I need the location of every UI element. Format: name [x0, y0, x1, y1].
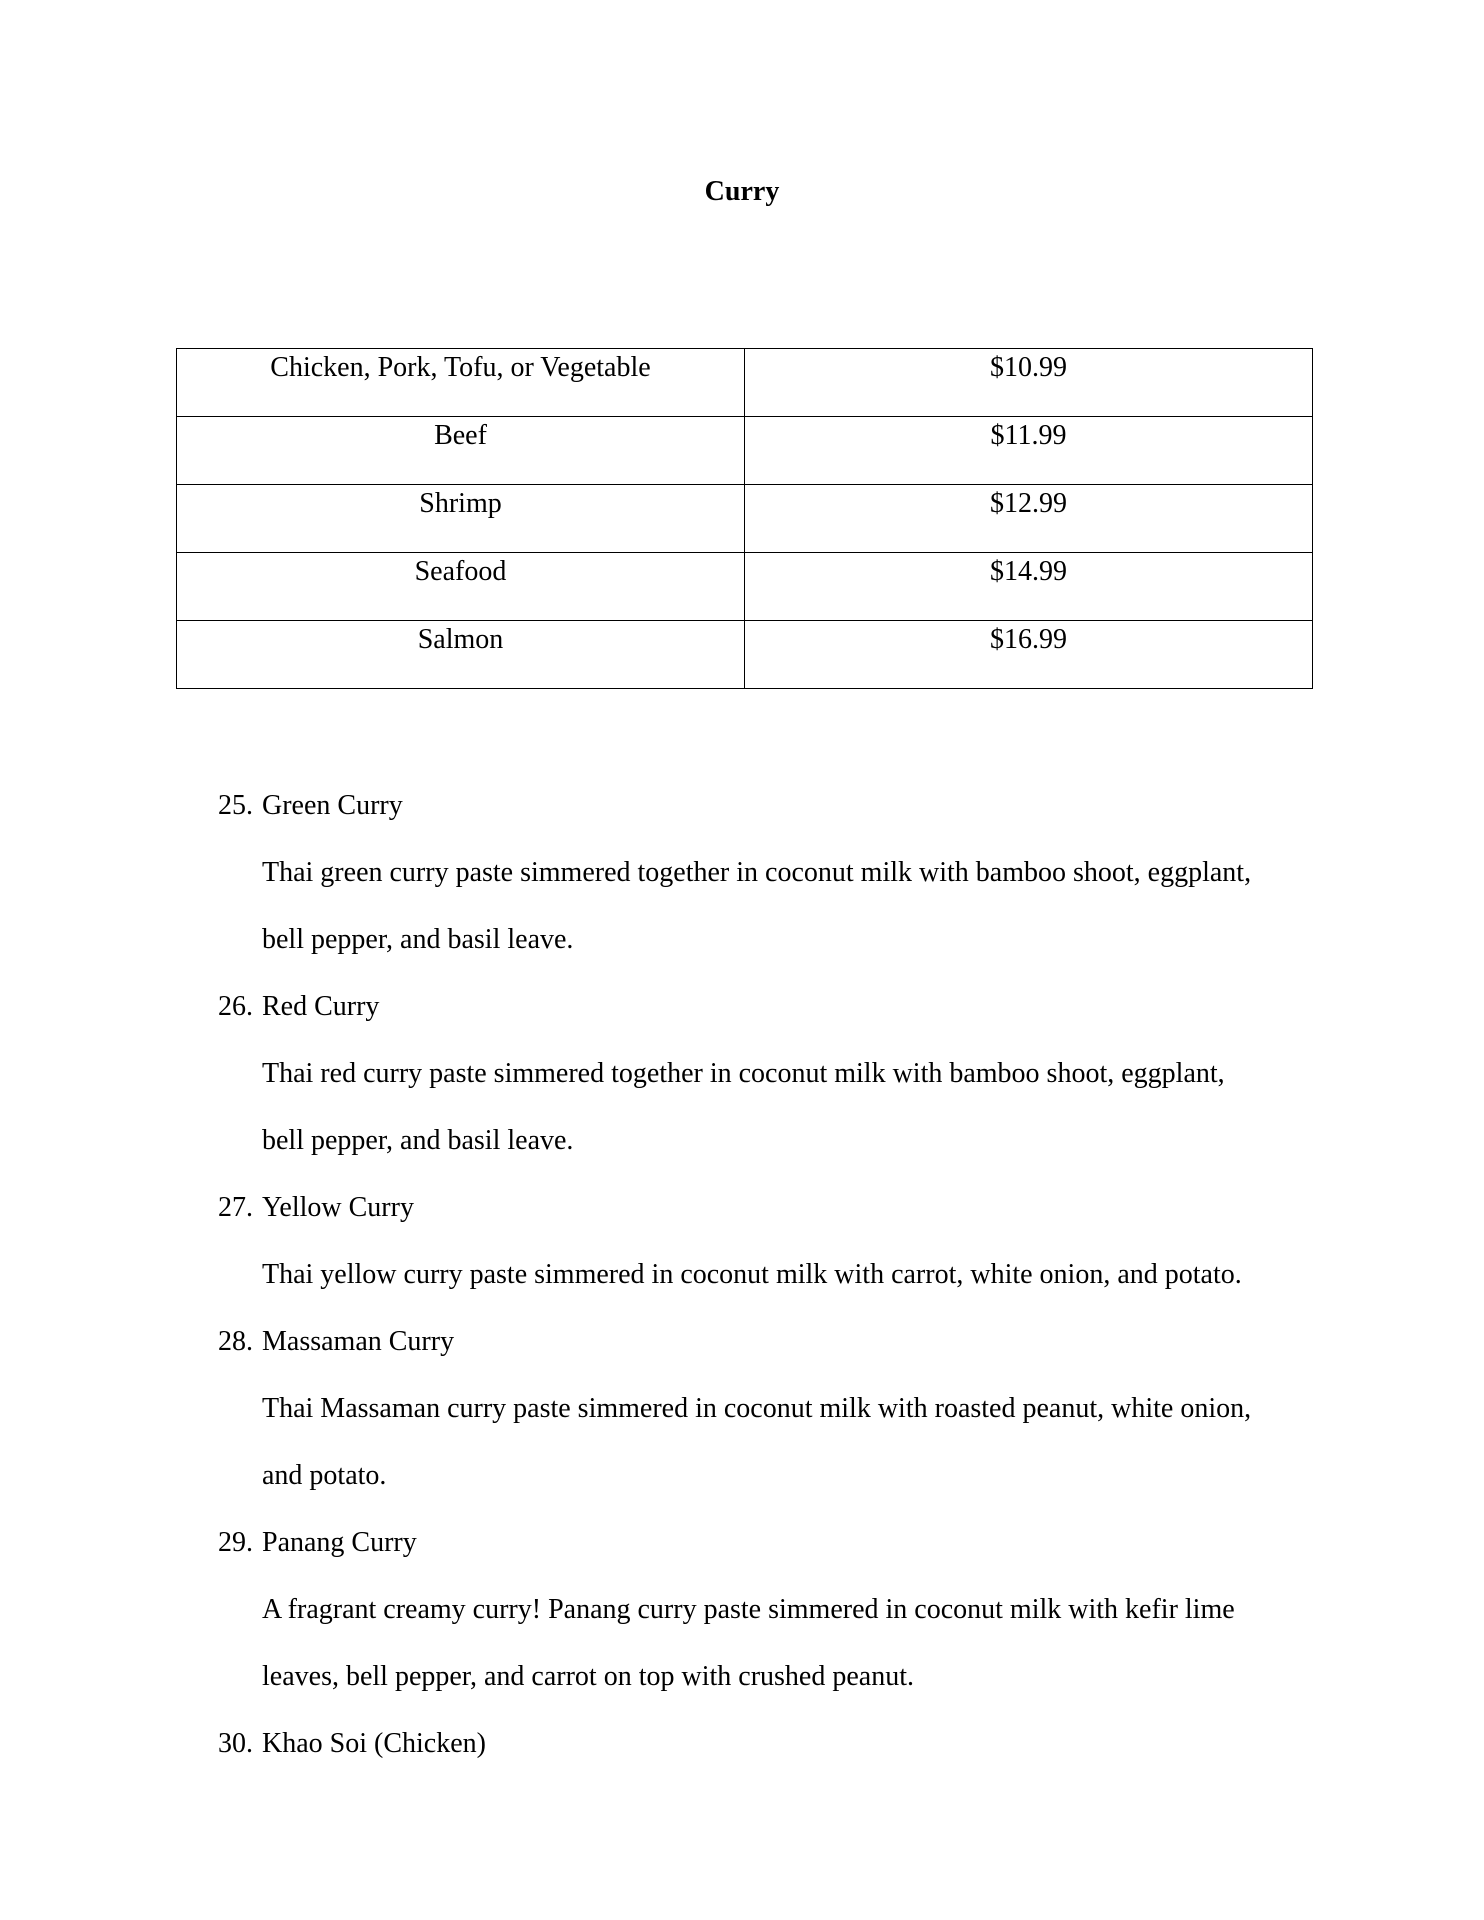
item-name: Yellow Curry	[262, 1192, 414, 1223]
item-number: 28.	[218, 1326, 253, 1357]
item-number: 30.	[218, 1728, 253, 1759]
item-description-line: and potato.	[262, 1460, 387, 1491]
table-row	[177, 553, 1313, 621]
price-table	[176, 348, 1313, 689]
protein-label: Seafood	[414, 556, 507, 587]
table-row	[177, 417, 1313, 485]
curry-list	[218, 772, 1318, 1777]
list-item	[218, 772, 1318, 839]
item-description-line: Thai yellow curry paste simmered in coconut milk with carrot, white onion, and potato.	[262, 1259, 1242, 1290]
price-label: $10.99	[990, 352, 1067, 383]
item-number: 26.	[218, 991, 253, 1022]
item-name: Massaman Curry	[262, 1326, 455, 1357]
protein-cell	[177, 621, 745, 689]
price-cell	[745, 621, 1313, 689]
protein-cell	[177, 417, 745, 485]
price-cell	[745, 417, 1313, 485]
list-item	[218, 1174, 1318, 1241]
price-label: $14.99	[990, 556, 1067, 587]
item-number: 29.	[218, 1527, 253, 1558]
list-item	[218, 973, 1318, 1040]
price-label: $16.99	[990, 624, 1067, 655]
item-description-line: bell pepper, and basil leave.	[262, 924, 574, 955]
item-description-line: Thai Massaman curry paste simmered in coconut milk with roasted peanut, white onion,	[262, 1393, 1252, 1424]
protein-label: Shrimp	[419, 488, 502, 519]
item-description-line: Thai green curry paste simmered together in coconut milk with bamboo shoot, eggplant,	[262, 857, 1252, 888]
item-number: 27.	[218, 1192, 253, 1223]
price-cell	[745, 485, 1313, 553]
item-description-line: A fragrant creamy curry! Panang curry paste simmered in coconut milk with kefir lime	[262, 1594, 1235, 1625]
price-label: $12.99	[990, 488, 1067, 519]
list-item	[218, 1509, 1318, 1576]
page-title: Curry	[704, 176, 780, 207]
table-row	[177, 621, 1313, 689]
price-cell	[745, 349, 1313, 417]
item-name: Green Curry	[262, 790, 403, 821]
protein-label: Salmon	[417, 624, 504, 655]
item-name: Panang Curry	[262, 1527, 417, 1558]
protein-label: Beef	[434, 420, 487, 451]
price-label: $11.99	[990, 420, 1067, 451]
protein-label: Chicken, Pork, Tofu, or Vegetable	[270, 352, 651, 383]
item-number: 25.	[218, 790, 253, 821]
protein-cell	[177, 485, 745, 553]
protein-cell	[177, 553, 745, 621]
table-row	[177, 485, 1313, 553]
item-description-line: bell pepper, and basil leave.	[262, 1125, 574, 1156]
item-name: Red Curry	[262, 991, 380, 1022]
item-name: Khao Soi (Chicken)	[262, 1728, 486, 1759]
list-item	[218, 1308, 1318, 1375]
item-description-line: leaves, bell pepper, and carrot on top with crushed peanut.	[262, 1661, 914, 1692]
item-description-line: Thai red curry paste simmered together in coconut milk with bamboo shoot, eggplant,	[262, 1058, 1225, 1089]
protein-cell	[177, 349, 745, 417]
price-cell	[745, 553, 1313, 621]
table-row	[177, 349, 1313, 417]
list-item	[218, 1710, 1318, 1777]
